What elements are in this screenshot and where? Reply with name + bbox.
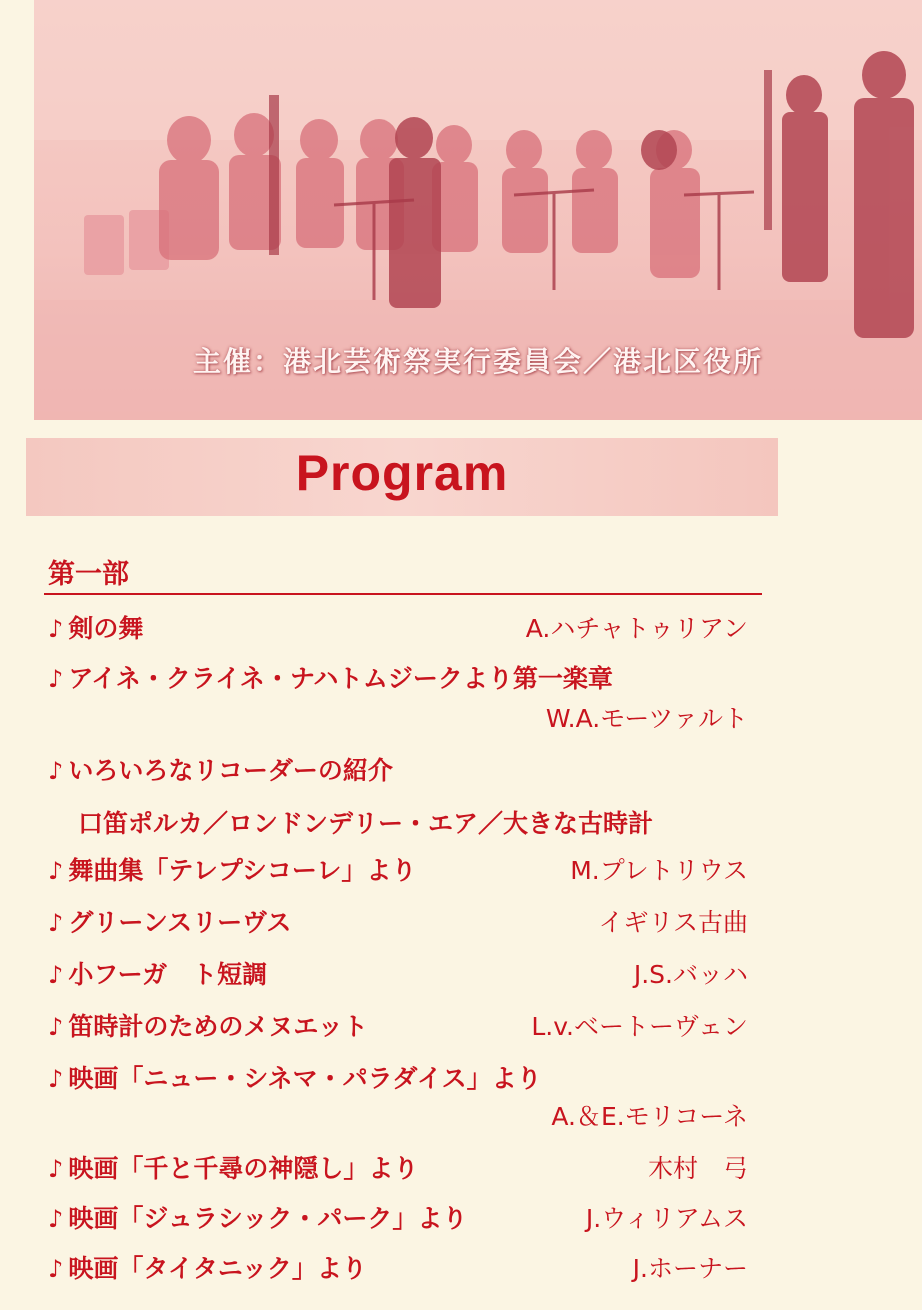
composer: A.＆E.モリコーネ [551,1102,748,1131]
program-item [48,1199,748,1235]
piece-title: 剣の舞 [68,614,144,643]
piece-subtitle: 口笛ポルカ／ロンドンデリー・エア／大きな古時計 [78,809,654,838]
piece-title: アイネ・クライネ・ナハトムジークより第一楽章 [68,664,613,693]
composer: J.S.バッハ [633,960,748,989]
program-item [48,1059,748,1095]
piece-title: 舞曲集「テレプシコーレ」より [68,856,417,885]
program-item-composer-line [48,699,748,735]
program-item [48,659,748,695]
piece-title: 映画「ジュラシック・パーク」より [68,1204,468,1233]
photo-caption: 主催：港北芸術祭実行委員会／港北区役所 [192,345,763,378]
program-item [48,1007,748,1043]
piece-title: グリーンスリーヴス [68,908,292,937]
composer: L.v.ベートーヴェン [531,1012,748,1041]
note-icon: ♪ [48,665,64,693]
program-item [48,851,748,887]
composer: J.ウィリアムス [585,1204,748,1233]
note-icon: ♪ [48,757,64,785]
note-icon: ♪ [48,1255,64,1283]
program-item-composer-line [48,1097,748,1133]
note-icon: ♪ [48,909,64,937]
note-icon: ♪ [48,1155,64,1183]
composer: イギリス古曲 [598,908,748,937]
program-item [48,1149,748,1185]
program-banner [26,438,778,516]
piece-title: 小フーガ ト短調 [68,960,268,989]
program-item [48,751,748,787]
ensemble-photo [34,0,922,420]
note-icon: ♪ [48,1205,64,1233]
composer: J.ホーナー [632,1254,748,1283]
piece-title: いろいろなリコーダーの紹介 [68,756,393,785]
program-item [48,903,748,939]
program-item [48,609,748,645]
note-icon: ♪ [48,615,64,643]
section-heading: 第一部 [48,559,129,590]
program-item [48,1249,748,1285]
piece-title: 笛時計のためのメヌエット [68,1012,368,1041]
piece-title: 映画「ニュー・シネマ・パラダイス」より [68,1064,542,1093]
composer: W.A.モーツァルト [545,704,748,733]
piece-title: 映画「千と千尋の神隠し」より [68,1154,419,1183]
section-divider [44,593,762,595]
composer: A.ハチャトゥリアン [525,614,748,643]
note-icon: ♪ [48,1013,64,1041]
program-item [48,955,748,991]
piece-title: 映画「タイタニック」より [68,1254,367,1283]
program-title: Program [295,445,509,501]
composer: 木村 弓 [647,1154,748,1183]
note-icon: ♪ [48,1065,64,1093]
composer: M.プレトリウス [570,856,748,885]
note-icon: ♪ [48,857,64,885]
note-icon: ♪ [48,961,64,989]
